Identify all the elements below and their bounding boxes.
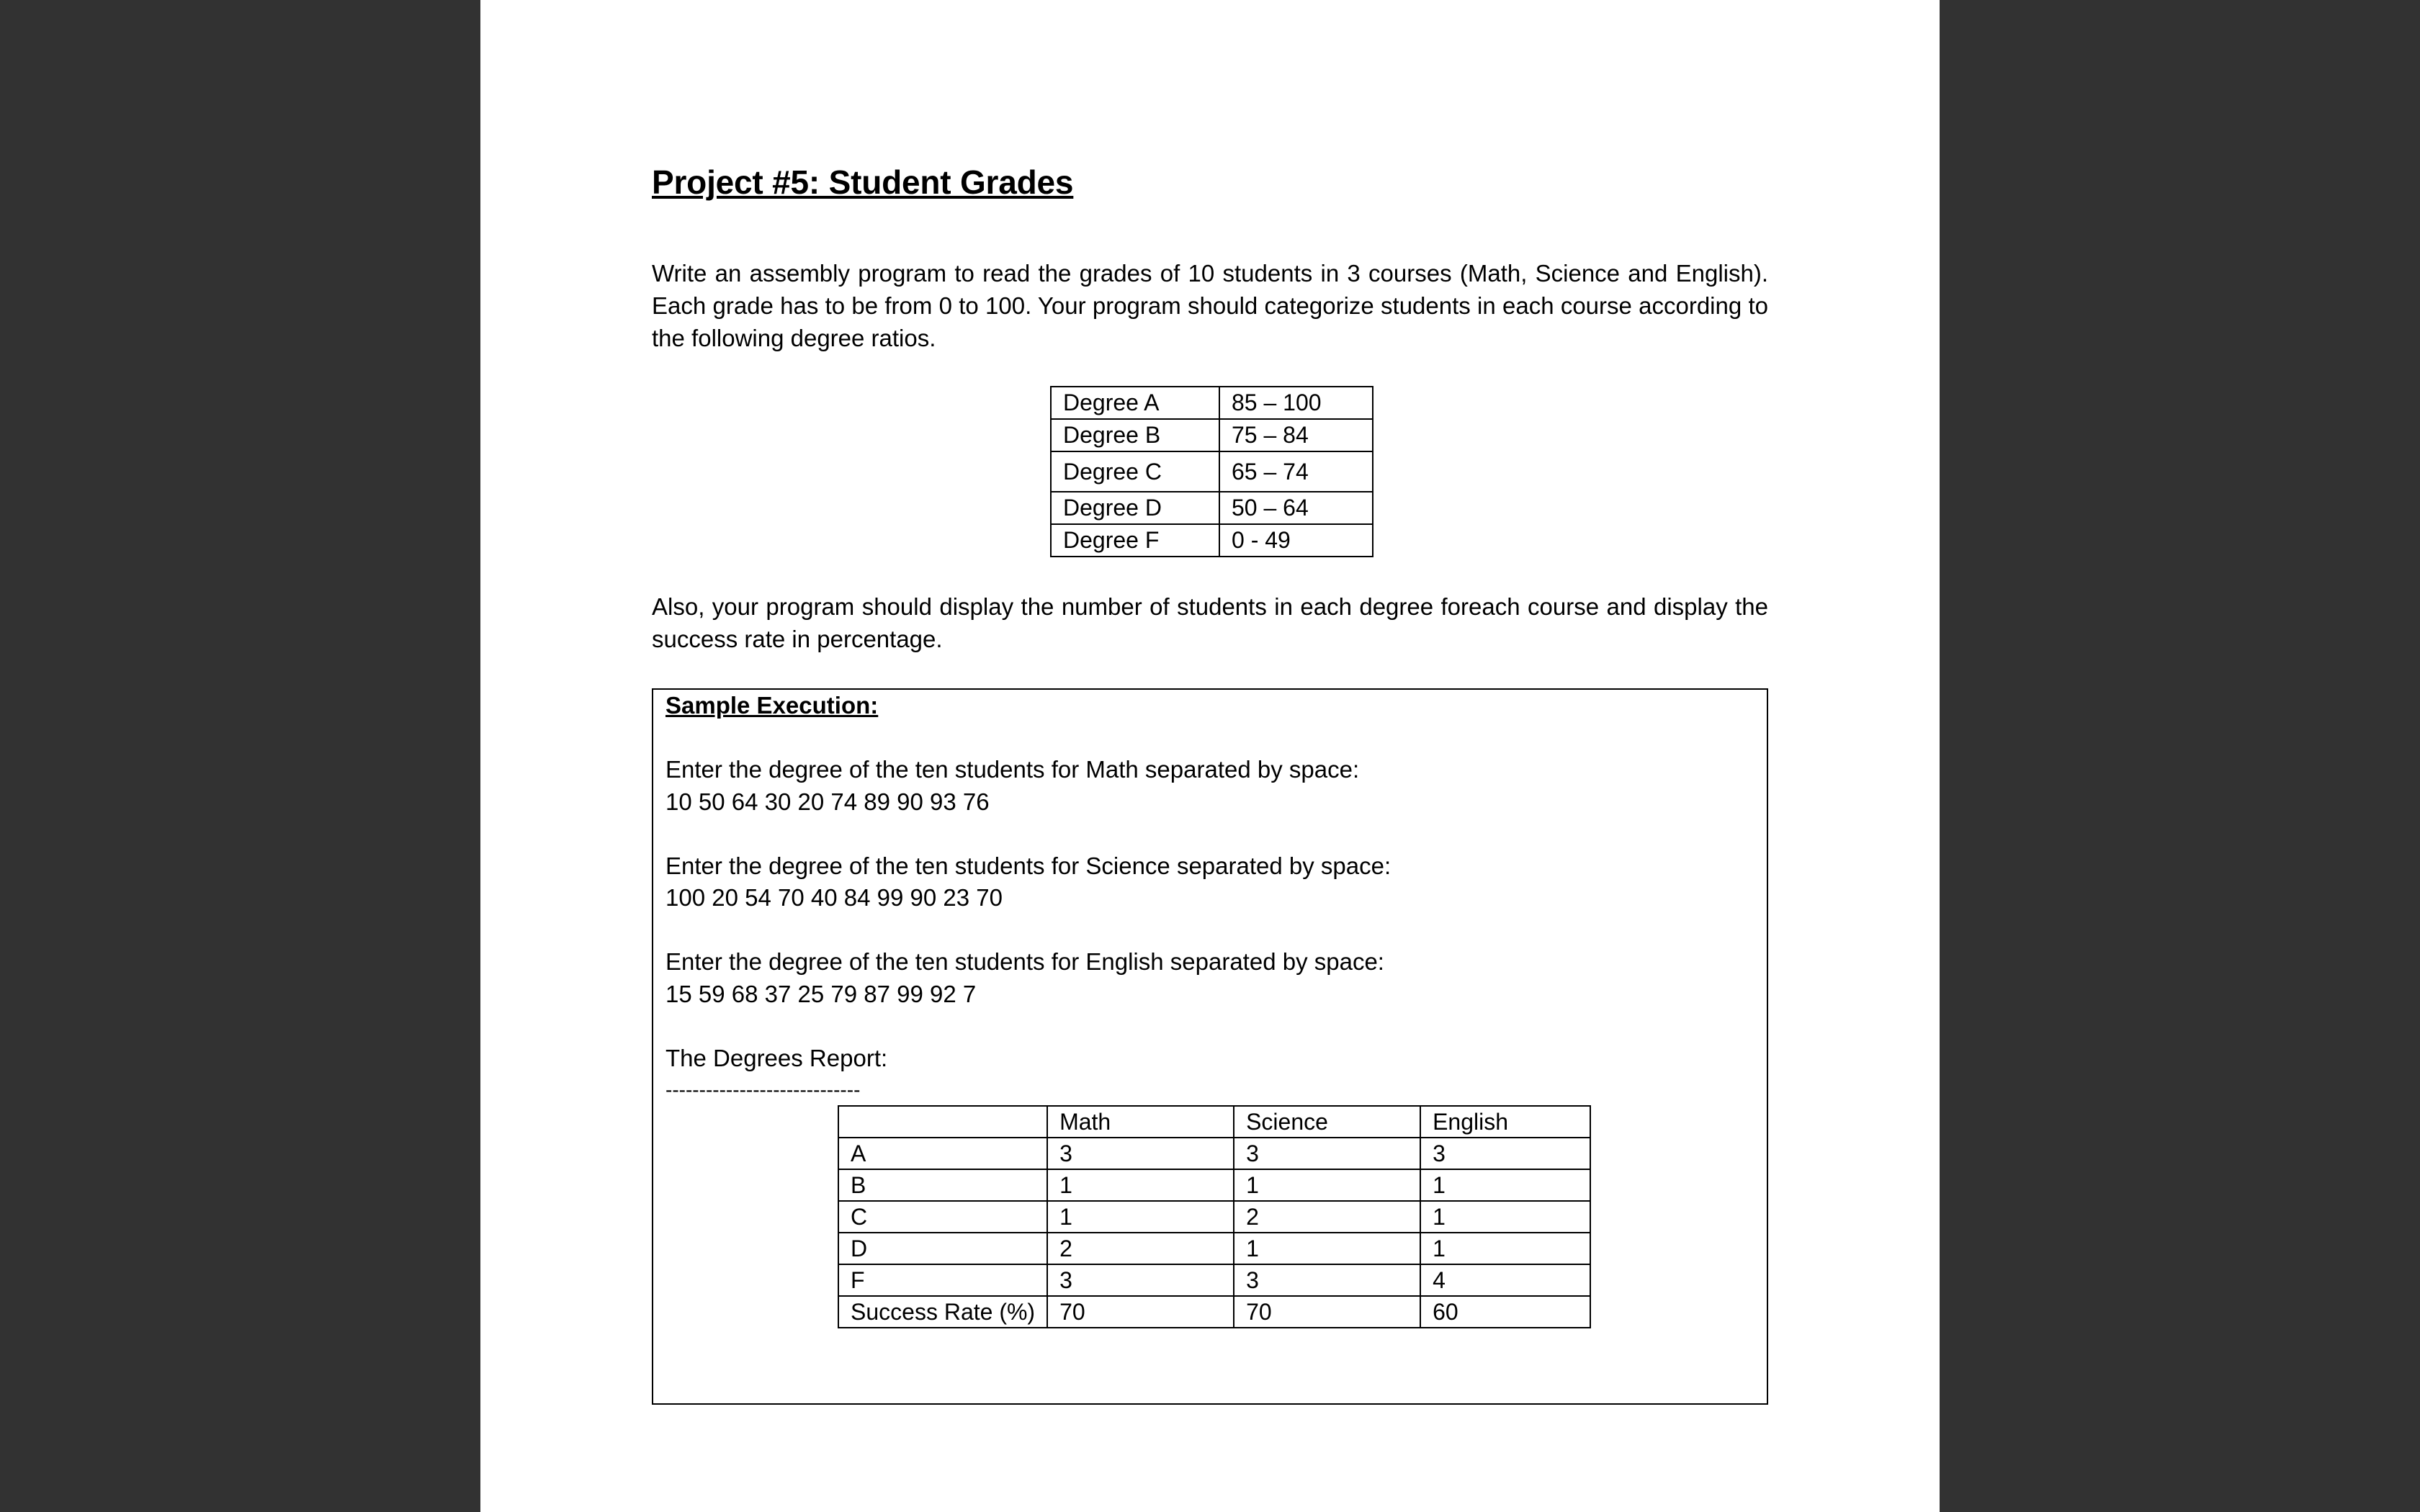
degree-cell: Degree B xyxy=(1051,419,1219,451)
header-cell: English xyxy=(1420,1106,1590,1138)
table-cell: 1 xyxy=(1420,1169,1590,1201)
degree-cell: Degree D xyxy=(1051,492,1219,524)
table-cell: B xyxy=(838,1169,1047,1201)
table-cell: 60 xyxy=(1420,1296,1590,1328)
table-row xyxy=(1051,524,1373,557)
intro-paragraph: Write an assembly program to read the grades of 10 students in 3 courses (Math, Science and English). Each grade has to be from 0 to 100. Your program should categorize students in each course according to the following degree ratios. xyxy=(652,260,1768,351)
table-cell: 4 xyxy=(1420,1264,1590,1296)
requirements-paragraph: Also, your program should display the number of students in each degree foreach course and display the success rate in percentage. xyxy=(652,593,1768,652)
math-input: 10 50 64 30 20 74 89 90 93 76 xyxy=(666,788,990,815)
range-cell: 75 – 84 xyxy=(1219,419,1373,451)
range-cell: 0 - 49 xyxy=(1219,524,1373,557)
header-cell: Math xyxy=(1047,1106,1234,1138)
table-row xyxy=(838,1233,1590,1264)
table-row xyxy=(838,1264,1590,1296)
science-prompt: Enter the degree of the ten students for Science separated by space: xyxy=(666,852,1392,879)
report-title: The Degrees Report: xyxy=(666,1044,888,1071)
degrees-report-table xyxy=(838,1105,1591,1328)
table-cell: D xyxy=(838,1233,1047,1264)
degree-cell: Degree F xyxy=(1051,524,1219,557)
table-header-row xyxy=(838,1106,1590,1138)
table-row xyxy=(1051,451,1373,492)
table-cell: 1 xyxy=(1420,1201,1590,1233)
table-row xyxy=(838,1201,1590,1233)
english-input: 15 59 68 37 25 79 87 99 92 7 xyxy=(666,980,977,1007)
table-cell: 3 xyxy=(1420,1138,1590,1169)
range-cell: 85 – 100 xyxy=(1219,387,1373,419)
degree-cell: Degree C xyxy=(1051,451,1219,492)
table-row xyxy=(1051,387,1373,419)
table-row xyxy=(1051,419,1373,451)
table-cell: 1 xyxy=(1047,1169,1234,1201)
degree-ratio-table xyxy=(1050,386,1373,557)
table-cell: 1 xyxy=(1420,1233,1590,1264)
table-cell: 2 xyxy=(1047,1233,1234,1264)
table-cell: 2 xyxy=(1234,1201,1420,1233)
table-cell: 3 xyxy=(1234,1138,1420,1169)
table-row xyxy=(838,1296,1590,1328)
degree-cell: Degree A xyxy=(1051,387,1219,419)
science-input: 100 20 54 70 40 84 99 90 23 70 xyxy=(666,884,1003,911)
table-cell: Success Rate (%) xyxy=(838,1296,1047,1328)
table-cell: A xyxy=(838,1138,1047,1169)
table-cell: 1 xyxy=(1047,1201,1234,1233)
table-cell: F xyxy=(838,1264,1047,1296)
english-prompt: Enter the degree of the ten students for English separated by space: xyxy=(666,948,1384,975)
report-divider: ----------------------------- xyxy=(666,1079,861,1101)
document-page xyxy=(480,0,1940,1512)
sample-execution-text xyxy=(666,690,1391,1107)
table-cell: 1 xyxy=(1234,1169,1420,1201)
table-cell: 3 xyxy=(1047,1264,1234,1296)
table-cell: 70 xyxy=(1234,1296,1420,1328)
table-cell: 3 xyxy=(1047,1138,1234,1169)
sample-heading: Sample Execution: xyxy=(666,692,879,719)
sample-execution-box xyxy=(652,688,1768,1405)
table-cell: 70 xyxy=(1047,1296,1234,1328)
math-prompt: Enter the degree of the ten students for Math separated by space: xyxy=(666,756,1360,783)
table-cell: C xyxy=(838,1201,1047,1233)
table-row xyxy=(838,1169,1590,1201)
table-row xyxy=(838,1138,1590,1169)
table-cell: 3 xyxy=(1234,1264,1420,1296)
table-cell: 1 xyxy=(1234,1233,1420,1264)
page-title: Project #5: Student Grades xyxy=(652,163,1074,201)
header-cell: Science xyxy=(1234,1106,1420,1138)
table-row xyxy=(1051,492,1373,524)
range-cell: 50 – 64 xyxy=(1219,492,1373,524)
range-cell: 65 – 74 xyxy=(1219,451,1373,492)
header-cell xyxy=(838,1106,1047,1138)
